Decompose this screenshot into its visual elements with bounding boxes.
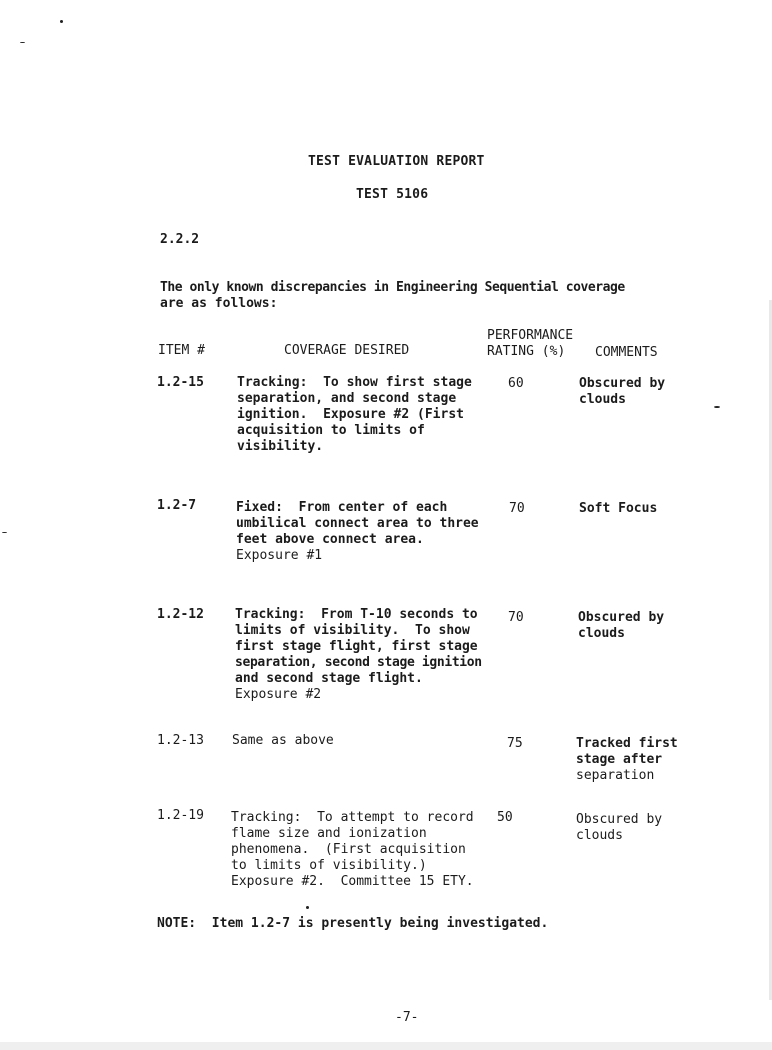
footnote: NOTE: Item 1.2-7 is presently being investigated. xyxy=(157,916,549,931)
row-coverage-line: to limits of visibility.) xyxy=(231,858,427,873)
row-comment-line: Obscured by xyxy=(579,376,666,391)
header-coverage: COVERAGE DESIRED xyxy=(284,343,410,358)
row-comment-line: Tracked first xyxy=(576,736,678,751)
scan-speck xyxy=(714,406,720,408)
intro-line-2: are as follows: xyxy=(160,296,278,311)
row-rating: 50 xyxy=(497,810,513,825)
row-coverage-line: flame size and ionization xyxy=(231,826,427,841)
scan-speck xyxy=(20,42,25,43)
section-number: 2.2.2 xyxy=(160,232,200,247)
row-coverage-line: feet above connect area. xyxy=(236,532,424,547)
row-rating: 70 xyxy=(508,610,524,625)
scan-speck xyxy=(306,906,309,909)
page-number: -7- xyxy=(395,1010,419,1025)
header-item: ITEM # xyxy=(158,343,205,358)
scan-speck xyxy=(2,532,7,533)
row-coverage-line: Same as above xyxy=(232,733,334,748)
header-performance-2: RATING (%) xyxy=(487,344,566,359)
row-coverage-line: Tracking: To show first stage xyxy=(237,375,472,390)
row-comment-line: separation xyxy=(576,768,655,783)
row-coverage-line: first stage flight, first stage xyxy=(235,639,478,654)
row-rating: 70 xyxy=(509,501,525,516)
row-coverage-line: separation, second stage ignition xyxy=(235,655,482,670)
row-comment-line: clouds xyxy=(576,828,623,843)
report-title: TEST EVALUATION REPORT xyxy=(308,154,485,169)
row-comment-line: clouds xyxy=(579,392,626,407)
scan-speck xyxy=(60,20,63,23)
intro-line-1: The only known discrepancies in Engineering Sequential coverage xyxy=(160,280,625,295)
header-comments: COMMENTS xyxy=(595,345,658,360)
row-coverage-line: Fixed: From center of each xyxy=(236,500,448,515)
row-coverage-line: limits of visibility. To show xyxy=(235,623,470,638)
row-rating: 75 xyxy=(507,736,523,751)
row-item: 1.2-13 xyxy=(157,733,204,748)
row-item: 1.2-7 xyxy=(157,498,197,513)
row-comment-line: stage after xyxy=(576,752,663,767)
row-coverage-line: ignition. Exposure #2 (First xyxy=(237,407,464,422)
test-label: TEST 5106 xyxy=(356,187,429,202)
row-item: 1.2-15 xyxy=(157,375,204,390)
scan-edge xyxy=(0,1042,772,1050)
row-coverage-line: separation, and second stage xyxy=(237,391,457,406)
row-coverage-line: and second stage flight. xyxy=(235,671,423,686)
row-coverage-line: Exposure #1 xyxy=(236,548,323,563)
row-coverage-line: acquisition to limits of xyxy=(237,423,425,438)
row-comment-line: Obscured by xyxy=(576,812,663,827)
row-coverage-line: Tracking: From T-10 seconds to xyxy=(235,607,478,622)
row-comment-line: clouds xyxy=(578,626,625,641)
row-coverage-line: Tracking: To attempt to record xyxy=(231,810,474,825)
row-coverage-line: phenomena. (First acquisition xyxy=(231,842,466,857)
row-item: 1.2-12 xyxy=(157,607,204,622)
row-coverage-line: visibility. xyxy=(237,439,324,454)
row-coverage-line: Exposure #2 xyxy=(235,687,322,702)
row-item: 1.2-19 xyxy=(157,808,204,823)
row-coverage-line: umbilical connect area to three xyxy=(236,516,479,531)
header-performance-1: PERFORMANCE xyxy=(487,328,574,343)
row-coverage-line: Exposure #2. Committee 15 ETY. xyxy=(231,874,474,889)
row-comment-line: Obscured by xyxy=(578,610,665,625)
row-rating: 60 xyxy=(508,376,524,391)
row-comment-line: Soft Focus xyxy=(579,501,658,516)
